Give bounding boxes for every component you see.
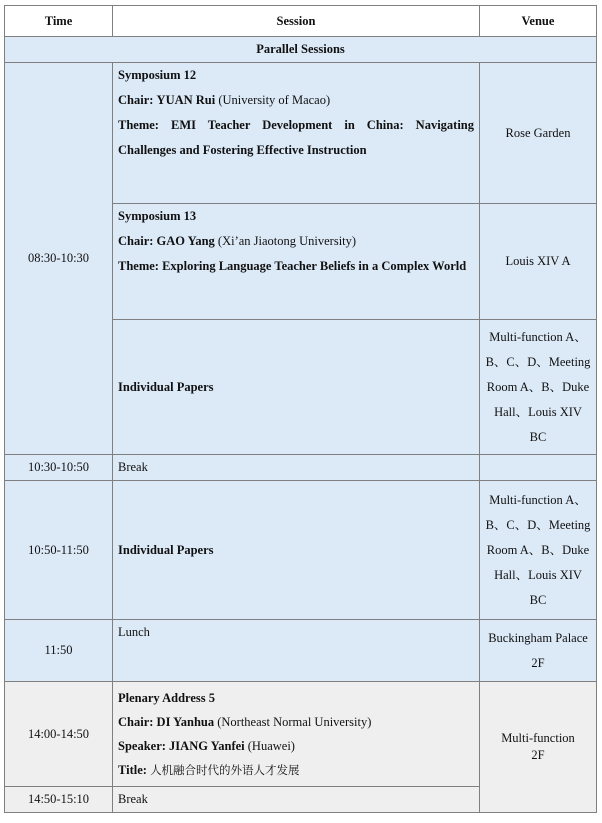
symposium-12-row (5, 63, 597, 204)
individual-papers-2-time: 10:50-11:50 (5, 481, 113, 620)
chair-name: DI Yanhua (156, 715, 215, 729)
parallel-sessions-title: Parallel Sessions (5, 37, 597, 63)
plenary-row (5, 682, 597, 787)
title-label: Title: (118, 763, 147, 777)
symposium-13-session (113, 204, 480, 320)
header-row (5, 6, 597, 37)
individual-papers-2-row (5, 481, 597, 620)
break-1-session: Break (113, 455, 480, 481)
break-1-time: 10:30-10:50 (5, 455, 113, 481)
individual-papers-2-venue: Multi-function A、B、C、D、Meeting Room A、B、Duke Hall、Louis XIV BC (480, 481, 597, 620)
break-1-venue (480, 455, 597, 481)
break-1-row (5, 455, 597, 481)
symposium-12-title: Symposium 12 (118, 68, 197, 82)
plenary-session (113, 682, 480, 787)
title-text: 人机融合时代的外语人才发展 (150, 763, 300, 777)
individual-papers-1-venue: Multi-function A、B、C、D、Meeting Room A、B、Duke Hall、Louis XIV BC (480, 320, 597, 455)
chair-label: Chair: (118, 715, 154, 729)
speaker-name: JIANG Yanfei (169, 739, 245, 753)
lunch-row (5, 620, 597, 682)
symposium-13-chair (118, 229, 474, 254)
parallel-sessions-row (5, 37, 597, 63)
chair-affiliation: (Xi’an Jiaotong University) (217, 234, 357, 248)
header-venue: Venue (480, 6, 597, 37)
plenary-talk-title (118, 758, 474, 782)
chair-affiliation: (University of Macao) (218, 93, 331, 107)
lunch-venue: Buckingham Palace 2F (480, 620, 597, 682)
speaker-label: Speaker: (118, 739, 166, 753)
chair-label: Chair: (118, 234, 154, 248)
break-2-session: Break (113, 787, 480, 813)
schedule-table (4, 5, 597, 813)
symposium-12-chair (118, 88, 474, 113)
plenary-speaker (118, 734, 474, 758)
plenary-venue: Multi-function 2F (480, 682, 597, 813)
symposium-13-title: Symposium 13 (118, 209, 197, 223)
break-2-time: 14:50-15:10 (5, 787, 113, 813)
plenary-title: Plenary Address 5 (118, 691, 215, 705)
symposium-12-session (113, 63, 480, 204)
lunch-session: Lunch (113, 620, 480, 682)
plenary-time: 14:00-14:50 (5, 682, 113, 787)
chair-label: Chair: (118, 93, 154, 107)
lunch-time: 11:50 (5, 620, 113, 682)
individual-papers-2-session: Individual Papers (113, 481, 480, 620)
symposium-12-venue: Rose Garden (480, 63, 597, 204)
header-time: Time (5, 6, 113, 37)
individual-papers-1-session: Individual Papers (113, 320, 480, 455)
symposium-13-theme: Theme: Exploring Language Teacher Beliefs in a Complex World (118, 259, 467, 273)
header-session: Session (113, 6, 480, 37)
plenary-chair (118, 710, 474, 734)
symposium-13-venue: Louis XIV A (480, 204, 597, 320)
symposium-12-theme: Theme: EMI Teacher Development in China: Navigating Challenges and Fostering Effective Instruction (118, 118, 474, 157)
chair-affiliation: (Northeast Normal University) (217, 715, 372, 729)
block-time: 08:30-10:30 (5, 63, 113, 455)
chair-name: GAO Yang (156, 234, 215, 248)
speaker-affiliation: (Huawei) (247, 739, 295, 753)
chair-name: YUAN Rui (156, 93, 216, 107)
